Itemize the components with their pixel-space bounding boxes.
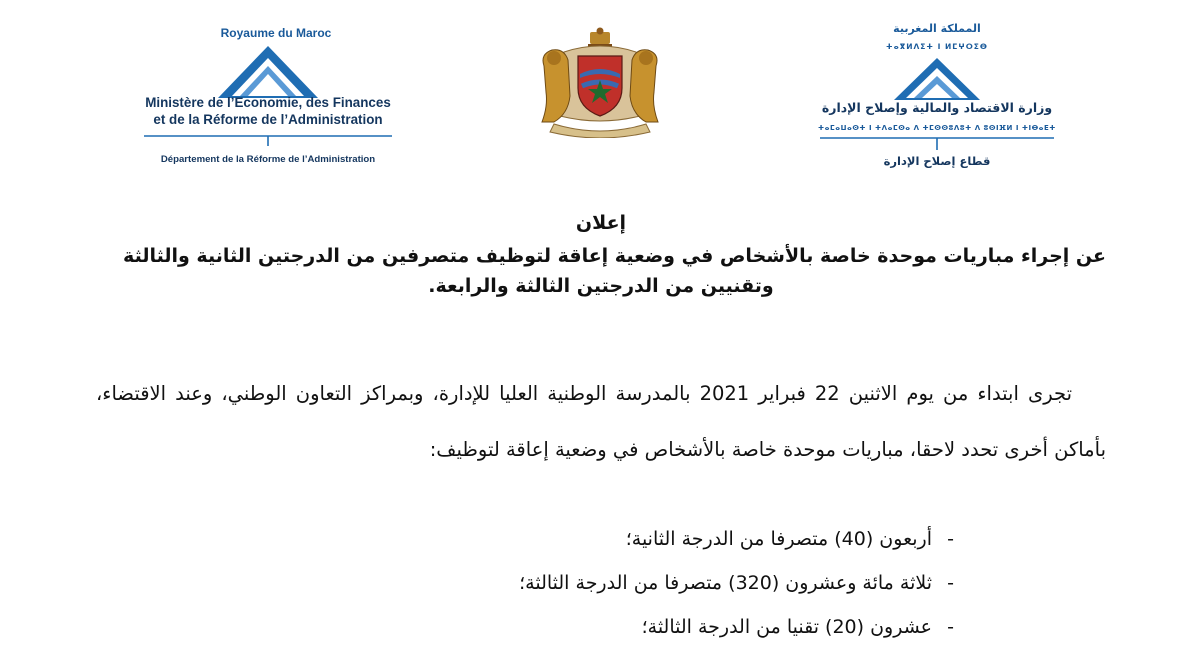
announcement-subtitle-line-1: عن إجراء مباريات موحدة خاصة بالأشخاص في وضعية إعاقة لتوظيف متصرفين من الدرجتين الثانية والثالثة [123, 245, 1106, 267]
mountain-emblem-icon [140, 44, 396, 100]
announcement-title: إعلان [575, 212, 627, 234]
ministry-name-fr [140, 94, 396, 128]
list-item [96, 561, 954, 605]
paragraph-text: تجرى ابتداء من يوم الاثنين 22 فبراير 2021 بالمدرسة الوطنية العليا للإدارة، وبمراكز التعاون الوطني، وعند الاقتضاء، بأماكن أخرى تحدد لاحقا، مباريات موحدة خاصة بالأشخاص في وضعية إعاقة لتوظيف: [96, 382, 1106, 461]
announcement-subtitle-line-2: وتقنيين من الدرجتين الثالثة والرابعة. [428, 275, 774, 297]
announcement-paragraph [96, 366, 1106, 478]
kingdom-label-fr: Royaume du Maroc [220, 26, 332, 40]
positions-list [96, 517, 954, 649]
ministry-logo-french [140, 22, 400, 174]
ministry-name-tifinagh: ⵜⴰⵎⴰⵡⴰⵙⵜ ⵏ ⵜⴷⴰⵎⵙⴰ ⴷ ⵜⵎⵙⵙⵓⴷⵓⵜ ⴷ ⵓⵙⵏⴼⵍ ⵏ ⵜⵏⴱⴰⴹⵜ [818, 124, 1056, 132]
department-name-ar: قطاع إصلاح الإدارة [883, 154, 991, 168]
ministry-logo-arabic [812, 20, 1062, 175]
mountain-emblem-icon [812, 56, 1062, 102]
ministry-line-1: Ministère de l’Economie, des Finances [145, 95, 391, 110]
announcement-heading [96, 208, 1106, 301]
list-item-text: عشرون (20) تقنيا من الدرجة الثالثة؛ [641, 616, 932, 638]
list-item-text: ثلاثة مائة وعشرون (320) متصرفا من الدرجة الثالثة؛ [519, 572, 932, 594]
department-name-fr: Département de la Réforme de l’Administration [160, 154, 376, 165]
ministry-line-2: et de la Réforme de l’Administration [153, 112, 383, 127]
logo-underline [140, 134, 396, 148]
logo-underline [812, 136, 1062, 152]
ministry-name-ar: وزارة الاقتصاد والمالية وإصلاح الإدارة [821, 100, 1053, 115]
kingdom-label-ar: المملكة المغربية [893, 22, 981, 35]
list-item [96, 605, 954, 649]
list-dash: - [947, 616, 954, 638]
kingdom-label-tifinagh: ⵜⴰⴳⵍⴷⵉⵜ ⵏ ⵍⵎⵖⵔⵉⴱ [886, 42, 988, 51]
list-item-text: أربعون (40) متصرفا من الدرجة الثانية؛ [625, 528, 932, 550]
moroccan-coat-of-arms-icon [534, 26, 666, 138]
list-item [96, 517, 954, 561]
list-dash: - [947, 528, 954, 550]
list-dash: - [947, 572, 954, 594]
